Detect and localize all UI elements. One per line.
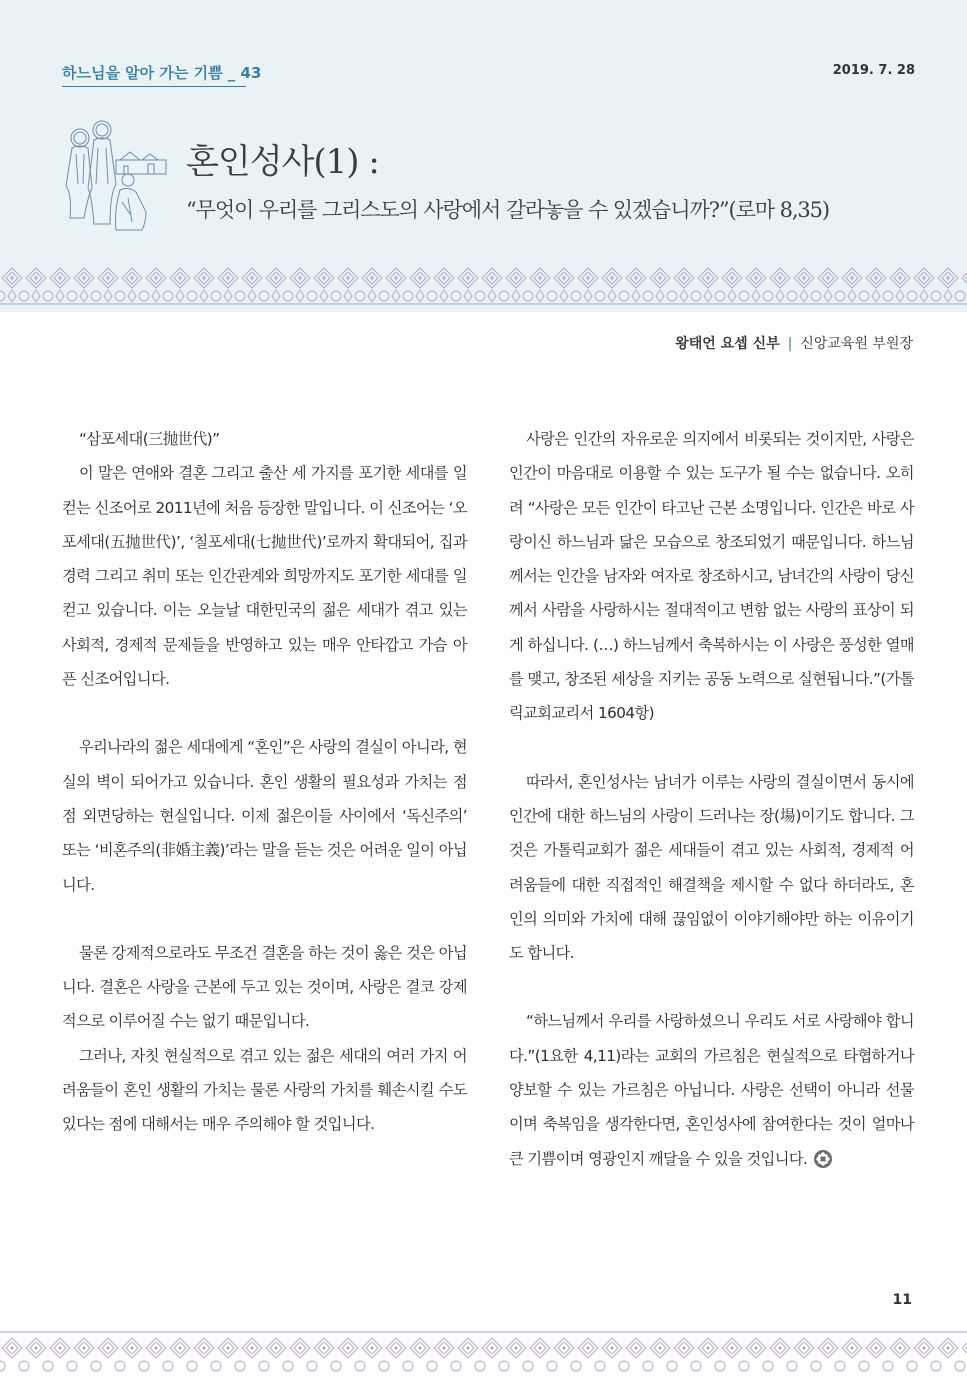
series-label: 하느님을 알아 가는 기쁨 _ 43: [62, 64, 262, 82]
right-paragraph-3-text: “하느님께서 우리를 사랑하셨으니 우리도 서로 사랑해야 합니다.”(1요한 4,11)라는 교회의 가르침은 현실적으로 타협하거나 양보할 수 있는 가르침은 아닙니다. 사랑은 선택이 아니라 선물이며 축복임을 생각한다면, 혼인성사에 참여한다는 것이 얼마나 큰 기쁨이며 영광인지 깨달을 수 있을 것입니다.: [509, 1012, 914, 1168]
left-paragraph-1: “삼포세대(三抛世代)”: [79, 430, 220, 448]
byline: [675, 333, 913, 353]
right-column: [509, 422, 914, 1176]
article-subtitle: “무엇이 우리를 그리스도의 사랑에서 갈라놓을 수 있겠습니까?”(로마 8,35): [186, 198, 830, 222]
rosette-end-icon: [813, 1149, 833, 1169]
series-underline: [62, 86, 246, 87]
left-paragraph-4: 물론 강제적으로라도 무조건 결혼을 하는 것이 옳은 것은 아닙니다. 결혼은 사랑을 근본에 두고 있는 것이며, 사랑은 결코 강제적으로 이루어질 수는 없기 때문입니다.: [62, 943, 467, 1031]
author-name: 왕태언 요셉 신부: [675, 336, 780, 352]
lace-border-bottom: [0, 1330, 967, 1374]
byline-separator: |: [787, 336, 793, 352]
right-paragraph-1: 사랑은 인간의 자유로운 의지에서 비롯되는 것이지만, 사랑은 인간이 마음대로 이용할 수 있는 도구가 될 수는 없습니다. 오히려 “사랑은 모든 인간이 타고난 근본 소명입니다. 인간은 바로 사랑이신 하느님과 닮은 모습으로 창조되었기 때문입니다. 하느님께서는 인간을 남자와 여자로 창조하시고, 남녀간의 사랑이 당신께서 사람을 사랑하시는 절대적이고 변함 없는 사랑의 표상이 되게 하십니다. (…) 하느님께서 축복하시는 이 사랑은 풍성한 열매를 맺고, 창조된 세상을 지키는 공동 노력으로 실현됩니다.”(가톨릭교회교리서 1604항): [509, 430, 914, 723]
page-number: 11: [892, 1292, 912, 1308]
saints-illustration: [58, 118, 168, 233]
left-column: [62, 422, 467, 1142]
issue-date: 2019. 7. 28: [832, 63, 915, 78]
right-paragraph-2: 따라서, 혼인성사는 남녀가 이루는 사랑의 결실이면서 동시에 인간에 대한 하느님의 사랑이 드러나는 장(場)이기도 합니다. 그것은 가톨릭교회가 젊은 세대들이 겪고 있는 사회적, 경제적 어려움들에 대한 직접적인 해결책을 제시할 수 없다 하더라도, 혼인의 의미와 가치에 대해 끊임없이 이야기해야만 하는 이유이기도 합니다.: [509, 772, 914, 963]
lace-border-top: [0, 264, 967, 306]
left-paragraph-2: 이 말은 연애와 결혼 그리고 출산 세 가지를 포기한 세대를 일컫는 신조어로 2011년에 처음 등장한 말입니다. 이 신조어는 ‘오포세대(五抛世代)’, ‘칠포세대(七抛世代)’로까지 확대되어, 집과 경력 그리고 취미 또는 인간관계와 희망까지도 포기한 세대를 일컫고 있습니다. 이는 오늘날 대한민국의 젊은 세대가 겪고 있는 사회적, 경제적 문제들을 반영하고 있는 매우 안타깝고 가슴 아픈 신조어입니다.: [62, 464, 467, 689]
article-title: 혼인성사(1) :: [186, 142, 379, 182]
left-paragraph-5: 그러나, 자칫 현실적으로 겪고 있는 젊은 세대의 여러 가지 어려움들이 혼인 생활의 가치는 물론 사랑의 가치를 훼손시킬 수도 있다는 점에 대해서는 매우 주의해야 할 것입니다.: [62, 1046, 467, 1134]
right-paragraph-3: [509, 1004, 914, 1175]
author-role: 신앙교육원 부원장: [800, 336, 913, 352]
left-paragraph-3: 우리나라의 젊은 세대에게 “혼인”은 사랑의 결실이 아니라, 현실의 벽이 되어가고 있습니다. 혼인 생활의 필요성과 가치는 점점 외면당하는 현실입니다. 이제 젊은이들 사이에서 ‘독신주의’ 또는 ‘비혼주의(非婚主義)’라는 말을 듣는 것은 어려운 일이 아닙니다.: [62, 738, 467, 894]
